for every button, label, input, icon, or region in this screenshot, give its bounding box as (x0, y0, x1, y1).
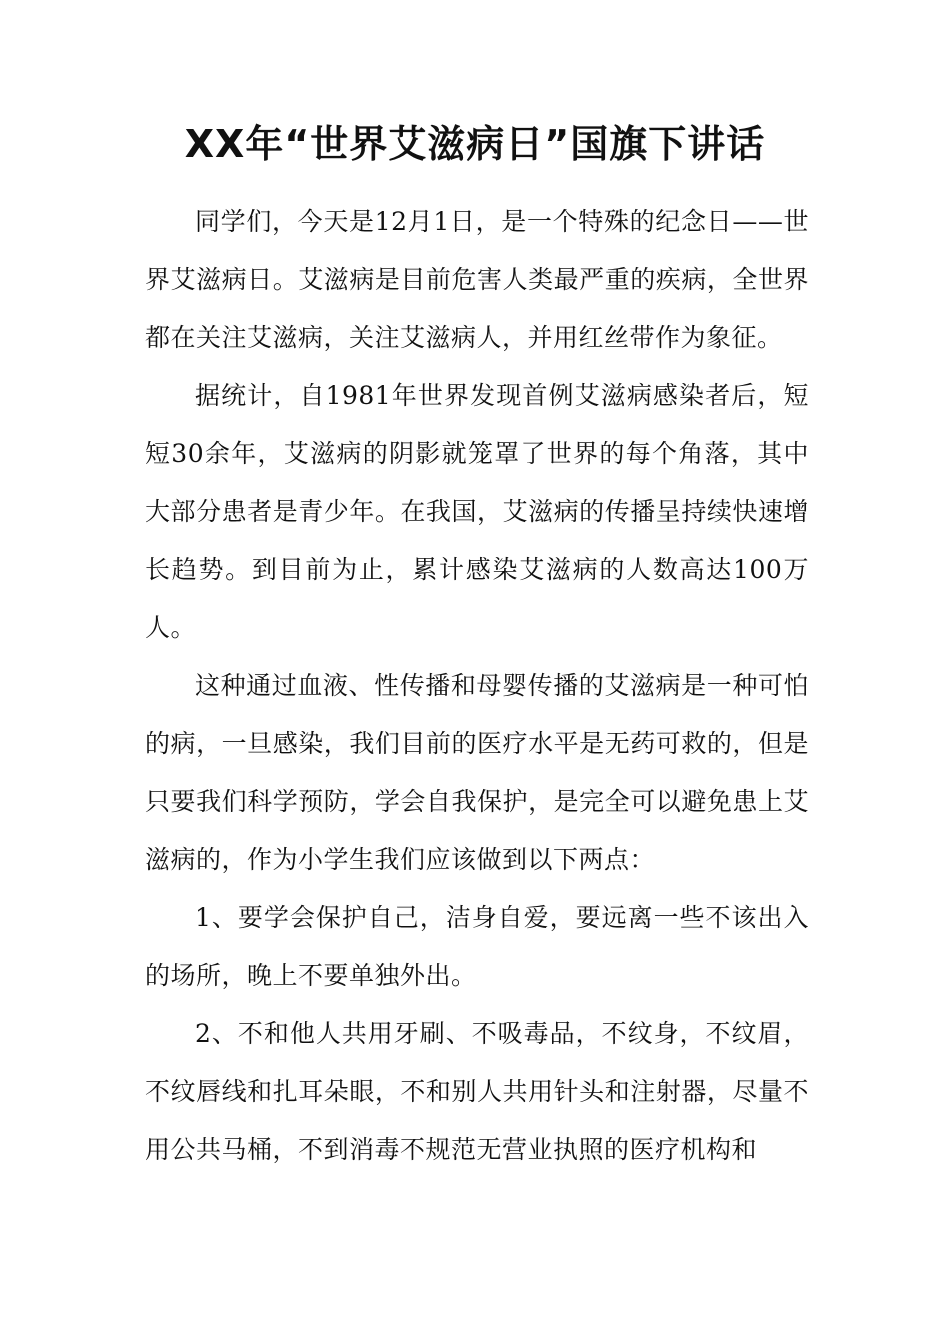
document-body (145, 193, 809, 1179)
paragraph-prevention: 这种通过血液、性传播和母婴传播的艾滋病是一种可怕的病，一旦感染，我们目前的医疗水平是无药可救的，但是只要我们科学预防，学会自我保护，是完全可以避免患上艾滋病的，作为小学生我们应该做到以下两点： (145, 671, 809, 874)
paragraph-intro: 同学们，今天是12月1日，是一个特殊的纪念日——世界艾滋病日。艾滋病是目前危害人类最严重的疾病，全世界都在关注艾滋病，关注艾滋病人，并用红丝带作为象征。 (145, 207, 809, 352)
document-title: XX年“世界艾滋病日”国旗下讲话 (184, 122, 766, 166)
paragraph-point-2: 2、不和他人共用牙刷、不吸毒品，不纹身，不纹眉，不纹唇线和扎耳朵眼，不和别人共用针头和注射器，尽量不用公共马桶，不到消毒不规范无营业执照的医疗机构和 (145, 1019, 809, 1164)
paragraph-statistics: 据统计，自1981年世界发现首例艾滋病感染者后，短短30余年，艾滋病的阴影就笼罩了世界的每个角落，其中大部分患者是青少年。在我国，艾滋病的传播呈持续快速增长趋势。到目前为止，累计感染艾滋病的人数高达100万人。 (145, 381, 809, 642)
paragraph-point-1: 1、要学会保护自己，洁身自爱，要远离一些不该出入的场所，晚上不要单独外出。 (145, 903, 809, 990)
